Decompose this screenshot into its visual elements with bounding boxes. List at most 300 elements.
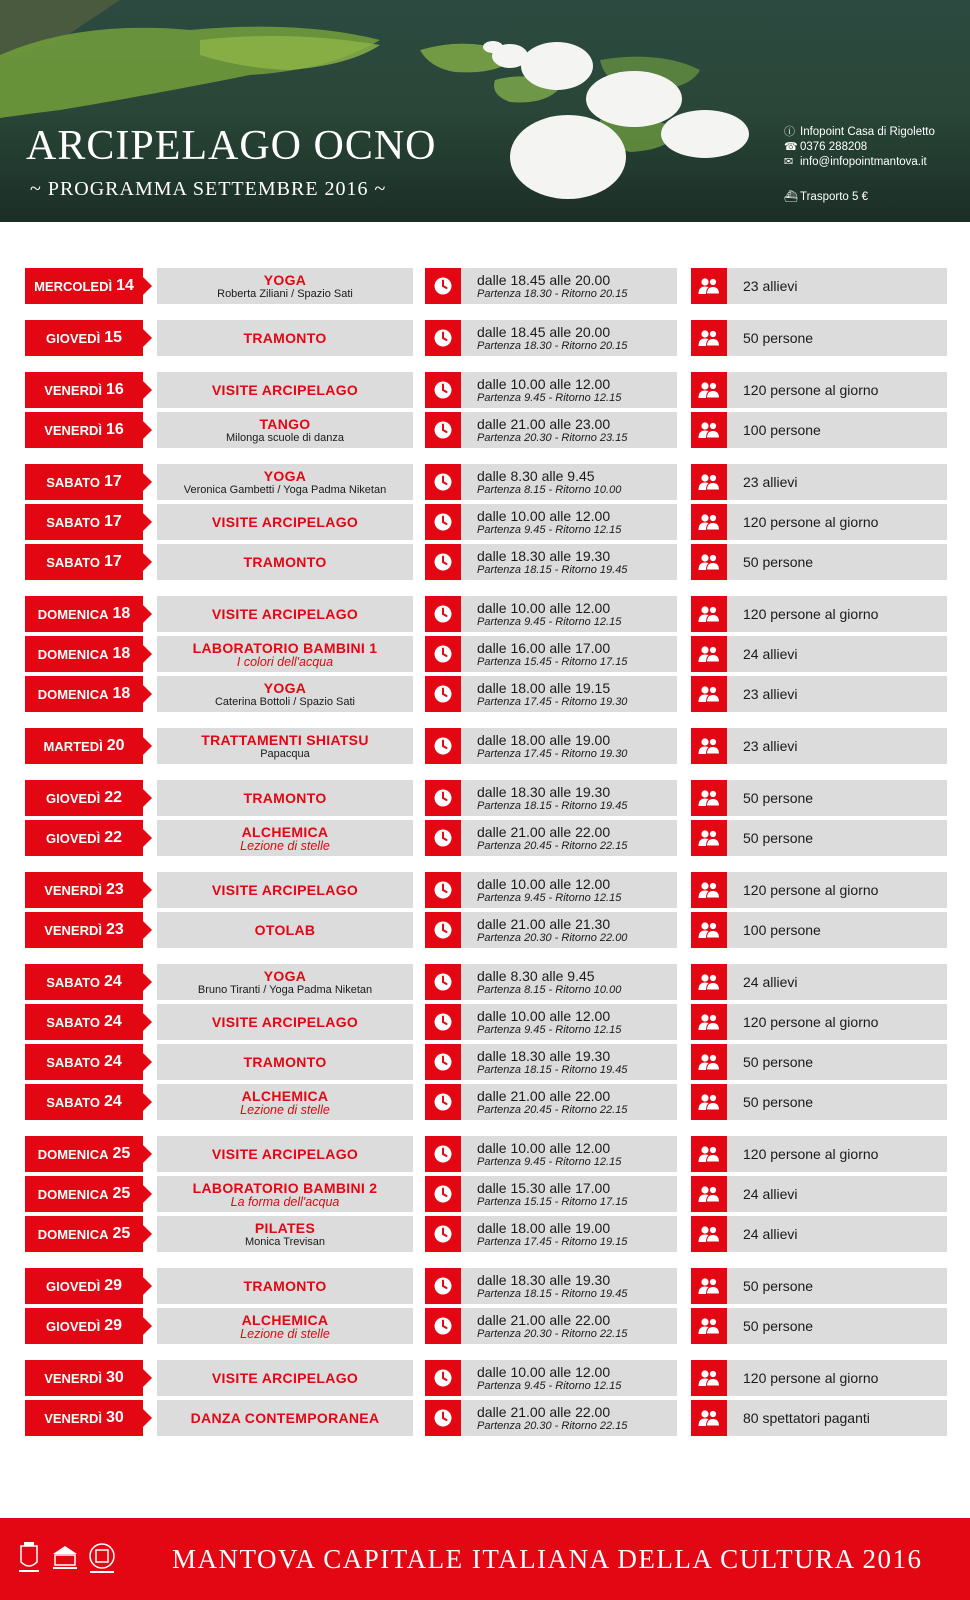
schedule-row xyxy=(0,504,970,540)
event-cell xyxy=(157,872,413,908)
day-label xyxy=(25,780,143,816)
event-title: YOGA xyxy=(263,679,307,696)
capacity-cell: 120 persone al giorno xyxy=(727,1360,947,1396)
page-title: ARCIPELAGO OCNO xyxy=(26,123,437,169)
event-title: VISITE ARCIPELAGO xyxy=(211,1146,359,1162)
event-hours: dalle 18.00 alle 19.00 xyxy=(477,731,611,748)
event-hours: dalle 21.00 alle 22.00 xyxy=(477,1311,611,1328)
time-cell xyxy=(461,596,677,632)
boat-schedule: Partenza 9.45 - Ritorno 12.15 xyxy=(477,523,622,536)
weekday: GIOVEDÌ xyxy=(46,790,101,806)
clock-icon xyxy=(425,268,461,304)
schedule-row xyxy=(0,964,970,1000)
day-label xyxy=(25,1084,143,1120)
day-number: 24 xyxy=(103,973,122,990)
event-subtitle: Caterina Bottoli / Spazio Sati xyxy=(214,695,356,708)
people-icon xyxy=(691,320,727,356)
people-icon xyxy=(691,268,727,304)
people-icon xyxy=(691,820,727,856)
capacity-cell: 50 persone xyxy=(727,820,947,856)
event-hours: dalle 18.45 alle 20.00 xyxy=(477,323,611,340)
event-title: TRAMONTO xyxy=(243,1278,327,1294)
people-icon xyxy=(691,372,727,408)
time-cell xyxy=(461,872,677,908)
day-label xyxy=(25,1216,143,1252)
transport-price: Trasporto 5 € xyxy=(800,191,868,203)
clock-icon xyxy=(425,464,461,500)
people-icon xyxy=(691,1216,727,1252)
time-cell xyxy=(461,1136,677,1172)
clock-icon xyxy=(425,544,461,580)
event-cell xyxy=(157,464,413,500)
event-subtitle: Roberta Ziliani / Spazio Sati xyxy=(217,287,353,300)
people-icon xyxy=(691,728,727,764)
day-label xyxy=(25,1004,143,1040)
boat-schedule: Partenza 8.15 - Ritorno 10.00 xyxy=(477,483,622,496)
capacity-cell: 120 persone al giorno xyxy=(727,1004,947,1040)
boat-schedule: Partenza 9.45 - Ritorno 12.15 xyxy=(477,1155,622,1168)
schedule-row xyxy=(0,1044,970,1080)
event-hours: dalle 21.00 alle 22.00 xyxy=(477,823,611,840)
day-number: 30 xyxy=(106,1369,124,1386)
event-cell xyxy=(157,504,413,540)
capacity-cell: 23 allievi xyxy=(727,676,947,712)
event-cell xyxy=(157,1400,413,1436)
people-icon xyxy=(691,1308,727,1344)
day-number: 25 xyxy=(112,1185,131,1202)
day-number: 17 xyxy=(103,553,122,570)
people-icon xyxy=(691,872,727,908)
event-hours: dalle 18.00 alle 19.15 xyxy=(477,679,611,696)
capacity-cell: 120 persone al giorno xyxy=(727,872,947,908)
day-number: 18 xyxy=(112,605,131,622)
schedule-row xyxy=(0,464,970,500)
event-cell xyxy=(157,1136,413,1172)
time-cell xyxy=(461,676,677,712)
day-number: 23 xyxy=(106,881,124,898)
email-address[interactable]: info@infopointmantova.it xyxy=(800,156,927,168)
event-subtitle: Lezione di stelle xyxy=(240,838,330,853)
time-cell xyxy=(461,1084,677,1120)
event-hours: dalle 10.00 alle 12.00 xyxy=(477,375,611,392)
day-label xyxy=(25,372,143,408)
people-icon xyxy=(691,412,727,448)
clock-icon xyxy=(425,1136,461,1172)
day-label xyxy=(25,872,143,908)
event-subtitle: La forma dell'acqua xyxy=(230,1194,340,1209)
time-cell xyxy=(461,1400,677,1436)
event-title: TRAMONTO xyxy=(243,790,327,806)
day-number: 16 xyxy=(106,421,124,438)
schedule-row xyxy=(0,728,970,764)
boat-icon: ⛴ xyxy=(784,191,798,203)
event-cell xyxy=(157,1308,413,1344)
event-title: YOGA xyxy=(263,271,307,288)
weekday: GIOVEDÌ xyxy=(46,1278,101,1294)
info-icon: ⓘ xyxy=(784,126,795,138)
time-cell xyxy=(461,780,677,816)
unesco-icon xyxy=(53,1546,77,1569)
time-cell xyxy=(461,728,677,764)
capacity-cell: 23 allievi xyxy=(727,728,947,764)
event-hours: dalle 18.45 alle 20.00 xyxy=(477,271,611,288)
day-label xyxy=(25,1268,143,1304)
boat-schedule: Partenza 17.45 - Ritorno 19.30 xyxy=(477,747,628,760)
time-cell xyxy=(461,464,677,500)
capacity-cell: 23 allievi xyxy=(727,464,947,500)
weekday: VENERDÌ xyxy=(44,382,102,398)
event-hours: dalle 8.30 alle 9.45 xyxy=(477,467,595,484)
event-cell xyxy=(157,268,413,304)
boat-schedule: Partenza 20.30 - Ritorno 22.15 xyxy=(477,1419,628,1432)
event-subtitle: Bruno Tiranti / Yoga Padma Niketan xyxy=(197,983,373,996)
email-icon: ✉ xyxy=(784,156,794,168)
event-cell xyxy=(157,1044,413,1080)
people-icon xyxy=(691,676,727,712)
event-title: ALCHEMICA xyxy=(241,823,329,840)
schedule-row xyxy=(0,1400,970,1436)
event-title: LABORATORIO BAMBINI 2 xyxy=(192,1179,378,1196)
contact-info xyxy=(784,125,935,205)
capacity-cell: 50 persone xyxy=(727,544,947,580)
day-number: 29 xyxy=(104,1317,122,1334)
weekday: DOMENICA xyxy=(37,1186,109,1202)
boat-schedule: Partenza 17.45 - Ritorno 19.15 xyxy=(477,1235,628,1248)
time-cell xyxy=(461,412,677,448)
event-cell xyxy=(157,1004,413,1040)
day-label xyxy=(25,820,143,856)
event-title: TRAMONTO xyxy=(243,1054,327,1070)
capacity-cell: 50 persone xyxy=(727,1084,947,1120)
clock-icon xyxy=(425,1400,461,1436)
event-hours: dalle 18.00 alle 19.00 xyxy=(477,1219,611,1236)
clock-icon xyxy=(425,780,461,816)
event-title: VISITE ARCIPELAGO xyxy=(211,1014,359,1030)
day-label xyxy=(25,320,143,356)
weekday: MARTEDÌ xyxy=(43,738,103,754)
schedule-row xyxy=(0,372,970,408)
schedule-row xyxy=(0,268,970,304)
event-cell xyxy=(157,912,413,948)
event-title: TRAMONTO xyxy=(243,554,327,570)
event-cell xyxy=(157,372,413,408)
day-number: 24 xyxy=(103,1093,122,1110)
event-cell xyxy=(157,964,413,1000)
capacity-cell: 120 persone al giorno xyxy=(727,1136,947,1172)
day-number: 17 xyxy=(103,513,122,530)
people-icon xyxy=(691,1400,727,1436)
schedule-row xyxy=(0,1216,970,1252)
people-icon xyxy=(691,1136,727,1172)
capacity-cell: 50 persone xyxy=(727,1308,947,1344)
event-cell xyxy=(157,636,413,672)
footer-title: MANTOVA CAPITALE ITALIANA DELLA CULTURA 2016 xyxy=(172,1544,923,1574)
capacity-cell: 50 persone xyxy=(727,780,947,816)
time-cell xyxy=(461,1268,677,1304)
event-hours: dalle 10.00 alle 12.00 xyxy=(477,1007,611,1024)
infopoint-label: Infopoint Casa di Rigoletto xyxy=(800,126,935,138)
people-icon xyxy=(691,1084,727,1120)
city-crest-icon xyxy=(19,1542,39,1572)
schedule-row xyxy=(0,780,970,816)
people-icon xyxy=(691,596,727,632)
institution-logos xyxy=(16,1540,126,1576)
time-cell xyxy=(461,1176,677,1212)
day-label xyxy=(25,636,143,672)
event-hours: dalle 21.00 alle 23.00 xyxy=(477,415,611,432)
time-cell xyxy=(461,1308,677,1344)
event-cell xyxy=(157,1360,413,1396)
event-hours: dalle 21.00 alle 22.00 xyxy=(477,1403,611,1420)
day-label xyxy=(25,1400,143,1436)
event-hours: dalle 16.00 alle 17.00 xyxy=(477,639,611,656)
day-number: 25 xyxy=(112,1145,131,1162)
people-icon xyxy=(691,1268,727,1304)
day-number: 24 xyxy=(103,1013,122,1030)
weekday: GIOVEDÌ xyxy=(46,1318,101,1334)
day-label xyxy=(25,504,143,540)
boat-schedule: Partenza 9.45 - Ritorno 12.15 xyxy=(477,891,622,904)
weekday: SABATO xyxy=(46,974,100,990)
schedule-row xyxy=(0,1308,970,1344)
event-hours: dalle 10.00 alle 12.00 xyxy=(477,599,611,616)
time-cell xyxy=(461,1004,677,1040)
event-title: TANGO xyxy=(259,415,311,432)
weekday: DOMENICA xyxy=(37,606,109,622)
clock-icon xyxy=(425,1044,461,1080)
event-hours: dalle 10.00 alle 12.00 xyxy=(477,875,611,892)
clock-icon xyxy=(425,372,461,408)
weekday: SABATO xyxy=(46,1054,100,1070)
clock-icon xyxy=(425,964,461,1000)
weekday: GIOVEDÌ xyxy=(46,330,101,346)
day-number: 23 xyxy=(106,921,124,938)
event-title: YOGA xyxy=(263,967,307,984)
event-subtitle: Lezione di stelle xyxy=(240,1102,330,1117)
event-cell xyxy=(157,780,413,816)
day-number: 29 xyxy=(104,1277,122,1294)
event-subtitle: Milonga scuole di danza xyxy=(225,431,345,444)
weekday: VENERDÌ xyxy=(44,922,102,938)
weekday: SABATO xyxy=(46,1014,100,1030)
people-icon xyxy=(691,1044,727,1080)
day-label xyxy=(25,412,143,448)
schedule-row xyxy=(0,1004,970,1040)
day-number: 22 xyxy=(104,789,122,806)
boat-schedule: Partenza 18.15 - Ritorno 19.45 xyxy=(477,799,628,812)
time-cell xyxy=(461,268,677,304)
clock-icon xyxy=(425,728,461,764)
schedule-row xyxy=(0,544,970,580)
boat-schedule: Partenza 18.15 - Ritorno 19.45 xyxy=(477,1063,628,1076)
boat-schedule: Partenza 20.45 - Ritorno 22.15 xyxy=(477,1103,628,1116)
time-cell xyxy=(461,544,677,580)
clock-icon xyxy=(425,912,461,948)
event-title: VISITE ARCIPELAGO xyxy=(211,382,359,398)
boat-schedule: Partenza 18.15 - Ritorno 19.45 xyxy=(477,563,628,576)
clock-icon xyxy=(425,1004,461,1040)
clock-icon xyxy=(425,1176,461,1212)
weekday: SABATO xyxy=(46,514,100,530)
event-title: ALCHEMICA xyxy=(241,1087,329,1104)
schedule-row xyxy=(0,1136,970,1172)
event-hours: dalle 18.30 alle 19.30 xyxy=(477,1271,611,1288)
clock-icon xyxy=(425,1084,461,1120)
weekday: DOMENICA xyxy=(37,1226,109,1242)
event-hours: dalle 10.00 alle 12.00 xyxy=(477,1139,611,1156)
capacity-cell: 100 persone xyxy=(727,412,947,448)
event-hours: dalle 18.30 alle 19.30 xyxy=(477,547,611,564)
boat-schedule: Partenza 9.45 - Ritorno 12.15 xyxy=(477,391,622,404)
clock-icon xyxy=(425,1360,461,1396)
day-number: 15 xyxy=(104,329,122,346)
boat-schedule: Partenza 17.45 - Ritorno 19.30 xyxy=(477,695,628,708)
event-hours: dalle 21.00 alle 22.00 xyxy=(477,1087,611,1104)
day-label xyxy=(25,912,143,948)
footer-banner xyxy=(0,1518,970,1600)
boat-schedule: Partenza 18.30 - Ritorno 20.15 xyxy=(477,339,628,352)
capacity-cell: 24 allievi xyxy=(727,1176,947,1212)
event-title: VISITE ARCIPELAGO xyxy=(211,882,359,898)
day-number: 18 xyxy=(112,685,131,702)
clock-icon xyxy=(425,1268,461,1304)
time-cell xyxy=(461,964,677,1000)
schedule-row xyxy=(0,412,970,448)
event-title: VISITE ARCIPELAGO xyxy=(211,514,359,530)
clock-icon xyxy=(425,1216,461,1252)
boat-schedule: Partenza 9.45 - Ritorno 12.15 xyxy=(477,1023,622,1036)
time-cell xyxy=(461,1044,677,1080)
event-cell xyxy=(157,1216,413,1252)
time-cell xyxy=(461,820,677,856)
event-title: PILATES xyxy=(254,1219,316,1236)
weekday: DOMENICA xyxy=(37,686,109,702)
event-cell xyxy=(157,1084,413,1120)
people-icon xyxy=(691,780,727,816)
event-subtitle: Papacqua xyxy=(260,747,310,760)
weekday: VENERDÌ xyxy=(44,882,102,898)
event-hours: dalle 10.00 alle 12.00 xyxy=(477,1363,611,1380)
day-number: 20 xyxy=(106,737,125,754)
event-title: OTOLAB xyxy=(254,922,316,938)
event-cell xyxy=(157,596,413,632)
capacity-cell: 23 allievi xyxy=(727,268,947,304)
boat-schedule: Partenza 20.30 - Ritorno 23.15 xyxy=(477,431,628,444)
people-icon xyxy=(691,636,727,672)
header-banner xyxy=(0,0,970,222)
schedule-row xyxy=(0,1360,970,1396)
event-title: DANZA CONTEMPORANEA xyxy=(190,1410,380,1426)
people-icon xyxy=(691,544,727,580)
event-title: TRAMONTO xyxy=(243,330,327,346)
event-subtitle: Monica Trevisan xyxy=(244,1235,326,1248)
schedule-row xyxy=(0,1268,970,1304)
schedule-row xyxy=(0,1176,970,1212)
clock-icon xyxy=(425,412,461,448)
capacity-cell: 50 persone xyxy=(727,1268,947,1304)
weekday: VENERDÌ xyxy=(44,1370,102,1386)
event-title: LABORATORIO BAMBINI 1 xyxy=(192,639,378,656)
boat-schedule: Partenza 15.15 - Ritorno 17.15 xyxy=(477,1195,628,1208)
event-title: ALCHEMICA xyxy=(241,1311,329,1328)
time-cell xyxy=(461,504,677,540)
event-title: VISITE ARCIPELAGO xyxy=(211,1370,359,1386)
capacity-cell: 24 allievi xyxy=(727,1216,947,1252)
event-cell xyxy=(157,412,413,448)
phone-number[interactable]: 0376 288208 xyxy=(800,141,868,153)
people-icon xyxy=(691,504,727,540)
day-number: 30 xyxy=(106,1409,124,1426)
schedule-row xyxy=(0,636,970,672)
weekday: GIOVEDÌ xyxy=(46,830,101,846)
boat-schedule: Partenza 18.30 - Ritorno 20.15 xyxy=(477,287,628,300)
boat-schedule: Partenza 8.15 - Ritorno 10.00 xyxy=(477,983,622,996)
weekday: VENERDÌ xyxy=(44,1410,102,1426)
event-cell xyxy=(157,820,413,856)
event-subtitle: I colori dell'acqua xyxy=(236,654,334,669)
schedule-row xyxy=(0,820,970,856)
clock-icon xyxy=(425,872,461,908)
weekday: SABATO xyxy=(46,474,100,490)
event-hours: dalle 15.30 alle 17.00 xyxy=(477,1179,611,1196)
day-label xyxy=(25,268,143,304)
event-title: YOGA xyxy=(263,467,307,484)
schedule-row xyxy=(0,872,970,908)
day-label xyxy=(25,1308,143,1344)
clock-icon xyxy=(425,1308,461,1344)
day-number: 14 xyxy=(116,277,134,294)
capacity-cell: 24 allievi xyxy=(727,964,947,1000)
time-cell xyxy=(461,320,677,356)
boat-schedule: Partenza 18.15 - Ritorno 19.45 xyxy=(477,1287,628,1300)
clock-icon xyxy=(425,596,461,632)
capacity-cell: 120 persone al giorno xyxy=(727,372,947,408)
boat-schedule: Partenza 20.30 - Ritorno 22.15 xyxy=(477,1327,628,1340)
schedule-row xyxy=(0,1084,970,1120)
schedule-row xyxy=(0,320,970,356)
event-cell xyxy=(157,320,413,356)
time-cell xyxy=(461,1216,677,1252)
event-title: TRATTAMENTI SHIATSU xyxy=(201,731,369,748)
boat-schedule: Partenza 20.45 - Ritorno 22.15 xyxy=(477,839,628,852)
people-icon xyxy=(691,464,727,500)
day-label xyxy=(25,464,143,500)
day-label xyxy=(25,964,143,1000)
world-heritage-icon xyxy=(90,1544,114,1573)
clock-icon xyxy=(425,636,461,672)
clock-icon xyxy=(425,676,461,712)
day-label xyxy=(25,728,143,764)
day-number: 18 xyxy=(112,645,131,662)
capacity-cell: 50 persone xyxy=(727,320,947,356)
day-label xyxy=(25,676,143,712)
people-icon xyxy=(691,912,727,948)
capacity-cell: 80 spettatori paganti xyxy=(727,1400,947,1436)
event-title: VISITE ARCIPELAGO xyxy=(211,606,359,622)
weekday: SABATO xyxy=(46,554,100,570)
capacity-cell: 24 allievi xyxy=(727,636,947,672)
event-hours: dalle 8.30 alle 9.45 xyxy=(477,967,595,984)
weekday: DOMENICA xyxy=(37,1146,109,1162)
clock-icon xyxy=(425,820,461,856)
boat-schedule: Partenza 15.45 - Ritorno 17.15 xyxy=(477,655,628,668)
people-icon xyxy=(691,1004,727,1040)
capacity-cell: 100 persone xyxy=(727,912,947,948)
event-cell xyxy=(157,676,413,712)
day-label xyxy=(25,1136,143,1172)
event-hours: dalle 18.30 alle 19.30 xyxy=(477,783,611,800)
time-cell xyxy=(461,372,677,408)
